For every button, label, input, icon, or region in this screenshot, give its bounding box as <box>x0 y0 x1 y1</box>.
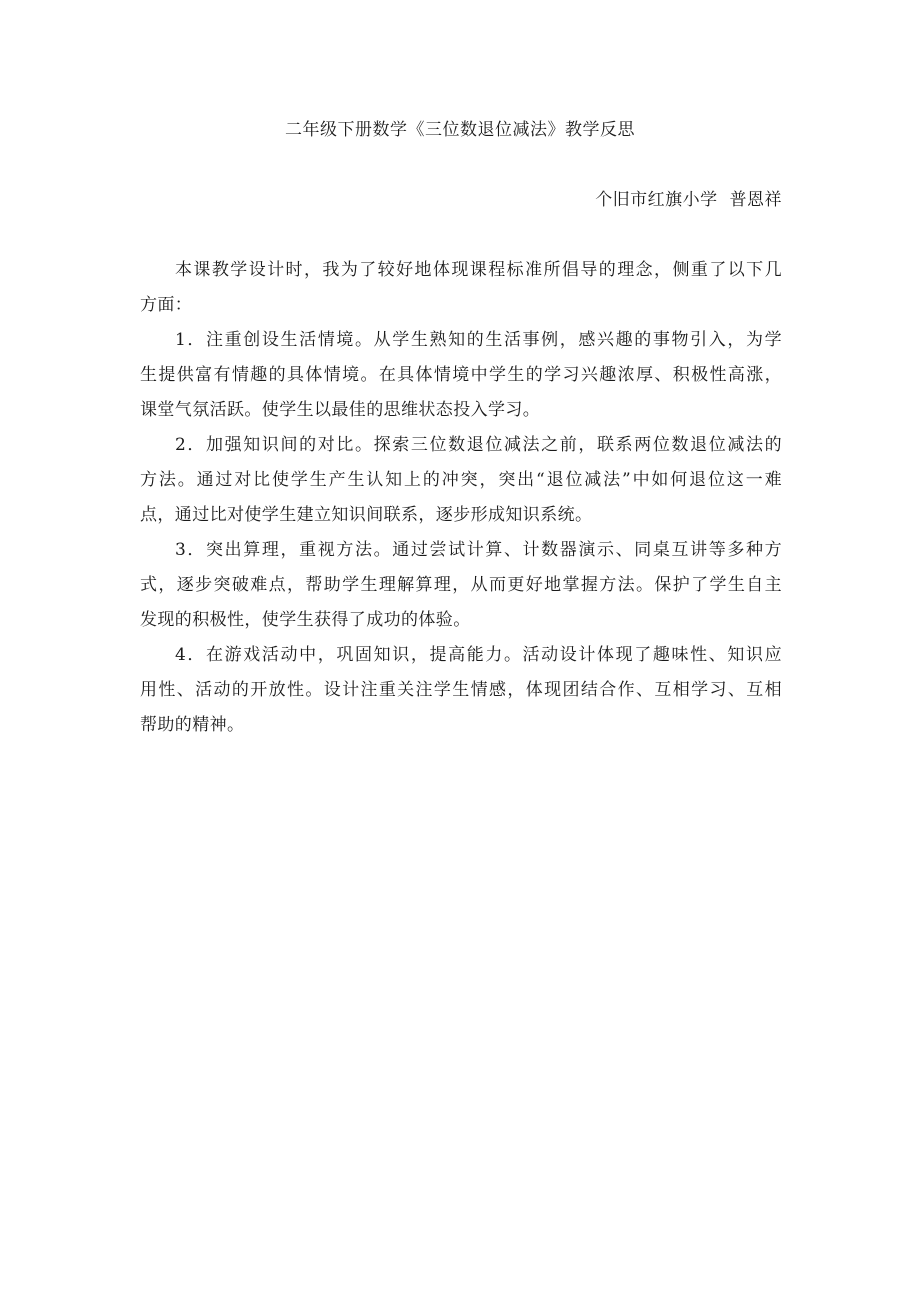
paragraph-line: 3．突出算理，重视方法。通过尝试计算、计数器演示、同桌互讲等多种方 <box>175 540 782 560</box>
paragraph-intro <box>140 258 782 328</box>
document-author: 个旧市红旗小学 普恩祥 <box>595 190 782 210</box>
document-title: 二年级下册数学《三位数退位减法》教学反思 <box>285 120 635 140</box>
paragraph-line: 点，通过比对使学生建立知识间联系，逐步形成知识系统。 <box>140 505 593 525</box>
paragraph-line: 1．注重创设生活情境。从学生熟知的生活事例，感兴趣的事物引入，为学 <box>175 330 782 350</box>
paragraph-line: 发现的积极性，使学生获得了成功的体验。 <box>140 610 471 630</box>
paragraph-line: 式，逐步突破难点，帮助学生理解算理，从而更好地掌握方法。保护了学生自主 <box>140 575 782 595</box>
paragraph-point-3 <box>140 538 782 643</box>
paragraph-point-1 <box>140 328 782 433</box>
paragraph-line: 方法。通过对比使学生产生认知上的冲突，突出“退位减法”中如何退位这一难 <box>140 470 782 490</box>
paragraph-point-4 <box>140 643 782 748</box>
paragraph-line: 生提供富有情趣的具体情境。在具体情境中学生的学习兴趣浓厚、积极性高涨， <box>140 365 782 385</box>
paragraph-line: 4．在游戏活动中，巩固知识，提高能力。活动设计体现了趣味性、知识应 <box>175 645 782 665</box>
paragraph-line: 本课教学设计时，我为了较好地体现课程标准所倡导的理念，侧重了以下几 <box>175 260 782 280</box>
paragraph-line: 方面： <box>140 295 193 315</box>
paragraph-point-2 <box>140 433 782 538</box>
paragraph-line: 2．加强知识间的对比。探索三位数退位减法之前，联系两位数退位减法的 <box>175 435 782 455</box>
paragraph-line: 帮助的精神。 <box>140 715 245 735</box>
document-body <box>140 258 782 748</box>
paragraph-line: 用性、活动的开放性。设计注重关注学生情感，体现团结合作、互相学习、互相 <box>140 680 782 700</box>
paragraph-line: 课堂气氛活跃。使学生以最佳的思维状态投入学习。 <box>140 400 541 420</box>
